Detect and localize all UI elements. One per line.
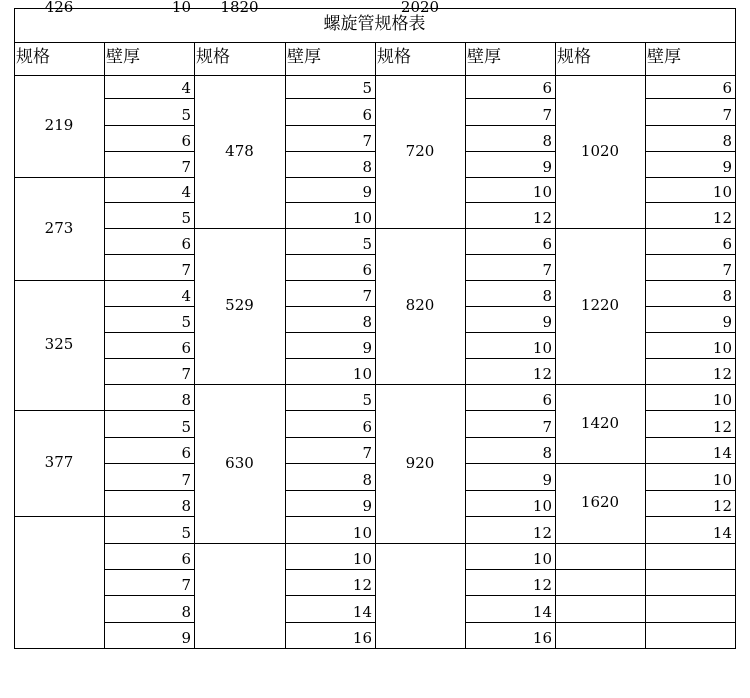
thickness-cell: 8: [722, 132, 732, 150]
thickness-cell-border: [104, 125, 194, 126]
thickness-cell-border: [285, 569, 375, 570]
thickness-cell: 7: [181, 365, 191, 383]
thickness-cell-border: [465, 410, 555, 411]
spec-cell-border: [555, 569, 645, 570]
thickness-cell: 6: [362, 106, 372, 124]
thickness-cell: 7: [181, 471, 191, 489]
thickness-cell: 14: [712, 524, 732, 542]
thickness-cell-border: [285, 384, 375, 385]
thickness-cell-border: [465, 332, 555, 333]
thickness-cell: 10: [352, 209, 372, 227]
thickness-cell: 12: [532, 576, 552, 594]
thickness-cell: 12: [532, 209, 552, 227]
thickness-cell: 9: [542, 313, 552, 331]
thickness-cell: 6: [722, 235, 732, 253]
thickness-cell-border: [285, 648, 375, 649]
spec-cell: 720: [405, 142, 435, 160]
thickness-cell: 7: [542, 418, 552, 436]
thickness-cell: 8: [542, 287, 552, 305]
thickness-cell: 5: [181, 209, 191, 227]
thickness-cell-border: [285, 410, 375, 411]
thickness-cell-border: [104, 384, 194, 385]
thickness-cell: 5: [181, 418, 191, 436]
spec-cell: 1020: [580, 142, 620, 160]
spec-cell-border: [555, 463, 645, 464]
spec-cell: 920: [405, 454, 435, 472]
thickness-cell-border: [285, 177, 375, 178]
spec-cell-border: [555, 622, 645, 623]
column-divider: [555, 42, 556, 649]
spec-cell-border: [194, 384, 285, 385]
table-border-right: [735, 8, 736, 649]
thickness-cell-border: [465, 437, 555, 438]
thickness-cell: 12: [352, 576, 372, 594]
spec-cell: 273: [44, 219, 74, 237]
thickness-cell-border: [104, 463, 194, 464]
thickness-cell-border: [645, 648, 735, 649]
thickness-cell: 14: [352, 603, 372, 621]
thickness-cell: 14: [712, 444, 732, 462]
thickness-cell-border: [104, 202, 194, 203]
spec-cell: 1620: [580, 493, 620, 511]
thickness-cell: 8: [542, 132, 552, 150]
thickness-cell-border: [645, 358, 735, 359]
thickness-cell-border: [285, 202, 375, 203]
thickness-cell: 8: [181, 497, 191, 515]
thickness-cell: 6: [181, 235, 191, 253]
thickness-cell-border: [645, 280, 735, 281]
thickness-cell-border: [645, 463, 735, 464]
thickness-cell-border: [285, 151, 375, 152]
thickness-cell: 10: [532, 339, 552, 357]
thickness-cell-border: [104, 516, 194, 517]
thickness-cell: 7: [722, 106, 732, 124]
thickness-cell: 8: [181, 391, 191, 409]
spec-cell-border: [555, 595, 645, 596]
thickness-cell-border: [285, 516, 375, 517]
table-border-left: [14, 8, 15, 649]
thickness-cell: 10: [712, 183, 732, 201]
thickness-cell-border: [645, 151, 735, 152]
thickness-cell: 9: [722, 313, 732, 331]
thickness-cell: 7: [542, 106, 552, 124]
thickness-cell-border: [645, 228, 735, 229]
thickness-cell-border: [285, 254, 375, 255]
thickness-cell: 12: [532, 365, 552, 383]
thickness-cell: 9: [542, 158, 552, 176]
thickness-cell-border: [104, 595, 194, 596]
spec-cell-border: [14, 516, 104, 517]
thickness-cell-border: [285, 228, 375, 229]
thickness-cell: 9: [542, 471, 552, 489]
thickness-cell-border: [465, 543, 555, 544]
thickness-cell: 8: [722, 287, 732, 305]
thickness-cell: 9: [722, 158, 732, 176]
thickness-cell: 12: [712, 497, 732, 515]
thickness-cell-border: [104, 332, 194, 333]
thickness-cell: 5: [181, 106, 191, 124]
thickness-cell: 9: [362, 497, 372, 515]
table-title: 螺旋管规格表: [323, 14, 426, 34]
thickness-cell-border: [465, 595, 555, 596]
header-spec-1: 规格: [16, 47, 50, 67]
thickness-cell: 16: [532, 629, 552, 647]
thickness-cell: 8: [362, 313, 372, 331]
thickness-cell-border: [104, 490, 194, 491]
spec-cell-border: [14, 410, 104, 411]
thickness-cell-border: [645, 516, 735, 517]
thickness-cell: 7: [362, 132, 372, 150]
thickness-cell-border: [645, 437, 735, 438]
thickness-cell: 6: [722, 79, 732, 97]
thickness-cell: 6: [181, 132, 191, 150]
header-thickness-4: 壁厚: [647, 47, 681, 67]
thickness-cell-border: [285, 490, 375, 491]
thickness-cell-border: [465, 254, 555, 255]
thickness-cell-border: [285, 622, 375, 623]
thickness-cell-border: [104, 543, 194, 544]
spec-cell: 2020: [400, 0, 440, 16]
thickness-cell: 7: [722, 261, 732, 279]
spec-cell: 630: [225, 454, 254, 472]
spec-cell-border: [194, 543, 285, 544]
column-divider: [375, 42, 376, 649]
thickness-cell: 10: [532, 497, 552, 515]
thickness-cell-border: [104, 280, 194, 281]
thickness-cell: 10: [352, 550, 372, 568]
thickness-cell-border: [285, 543, 375, 544]
thickness-cell: 10: [171, 0, 191, 16]
thickness-cell-border: [465, 490, 555, 491]
thickness-cell-border: [645, 202, 735, 203]
spec-cell: 325: [44, 335, 74, 353]
thickness-cell: 6: [542, 235, 552, 253]
thickness-cell-border: [645, 332, 735, 333]
column-divider: [194, 42, 195, 649]
thickness-cell: 5: [181, 313, 191, 331]
thickness-cell-border: [285, 125, 375, 126]
spec-cell: 219: [44, 116, 74, 134]
spec-cell: 820: [405, 296, 435, 314]
thickness-cell-border: [104, 622, 194, 623]
thickness-cell: 12: [532, 524, 552, 542]
thickness-cell-border: [104, 437, 194, 438]
thickness-cell: 16: [352, 629, 372, 647]
thickness-cell-border: [645, 125, 735, 126]
thickness-cell: 7: [181, 261, 191, 279]
thickness-cell-border: [645, 254, 735, 255]
spec-cell: 426: [44, 0, 74, 16]
thickness-cell: 6: [542, 391, 552, 409]
thickness-cell-border: [465, 384, 555, 385]
thickness-cell: 10: [712, 391, 732, 409]
thickness-cell: 6: [362, 261, 372, 279]
header-thickness-1: 壁厚: [106, 47, 140, 67]
thickness-cell-border: [285, 280, 375, 281]
thickness-cell: 9: [362, 183, 372, 201]
thickness-cell-border: [645, 569, 735, 570]
thickness-cell-border: [465, 228, 555, 229]
thickness-cell: 12: [712, 209, 732, 227]
thickness-cell-border: [285, 463, 375, 464]
thickness-cell: 4: [181, 287, 191, 305]
thickness-cell: 8: [181, 603, 191, 621]
thickness-cell-border: [645, 306, 735, 307]
thickness-cell: 10: [352, 524, 372, 542]
thickness-cell: 10: [712, 471, 732, 489]
thickness-cell-border: [465, 569, 555, 570]
thickness-cell-border: [285, 358, 375, 359]
thickness-cell-border: [104, 98, 194, 99]
spec-cell-border: [14, 177, 104, 178]
thickness-cell: 9: [362, 339, 372, 357]
spec-cell: 1820: [220, 0, 259, 16]
thickness-cell: 12: [712, 365, 732, 383]
header-spec-4: 规格: [557, 47, 591, 67]
thickness-cell-border: [465, 648, 555, 649]
spec-cell-border: [555, 228, 645, 229]
header-spec-2: 规格: [196, 47, 230, 67]
thickness-cell-border: [645, 490, 735, 491]
spec-cell: 529: [225, 296, 254, 314]
thickness-cell-border: [104, 410, 194, 411]
thickness-cell: 7: [542, 261, 552, 279]
thickness-cell-border: [465, 280, 555, 281]
thickness-cell-border: [465, 463, 555, 464]
thickness-cell: 9: [181, 629, 191, 647]
thickness-cell: 10: [532, 183, 552, 201]
thickness-cell: 10: [532, 550, 552, 568]
thickness-cell-border: [465, 98, 555, 99]
thickness-cell-border: [104, 228, 194, 229]
thickness-cell-border: [645, 177, 735, 178]
thickness-cell-border: [285, 332, 375, 333]
spec-cell: 1420: [580, 414, 620, 432]
thickness-cell: 8: [362, 158, 372, 176]
thickness-cell: 7: [362, 287, 372, 305]
spec-cell-border: [375, 543, 465, 544]
thickness-cell: 6: [542, 79, 552, 97]
thickness-cell-border: [465, 151, 555, 152]
spec-cell: 1220: [580, 296, 620, 314]
thickness-cell: 5: [362, 235, 372, 253]
spec-cell-border: [375, 228, 465, 229]
thickness-cell: 10: [352, 365, 372, 383]
thickness-cell: 14: [532, 603, 552, 621]
spec-cell: 478: [225, 142, 254, 160]
thickness-cell-border: [104, 358, 194, 359]
thickness-cell-border: [645, 410, 735, 411]
spec-cell-border: [375, 384, 465, 385]
thickness-cell: 7: [181, 158, 191, 176]
thickness-cell: 5: [362, 79, 372, 97]
thickness-cell-border: [465, 202, 555, 203]
thickness-cell: 10: [712, 339, 732, 357]
thickness-cell-border: [465, 306, 555, 307]
thickness-cell-border: [645, 98, 735, 99]
thickness-cell-border: [104, 648, 194, 649]
thickness-cell-border: [104, 306, 194, 307]
thickness-cell-border: [285, 306, 375, 307]
thickness-cell: 6: [181, 550, 191, 568]
thickness-cell: 5: [362, 391, 372, 409]
spec-cell: 377: [44, 453, 74, 471]
thickness-cell: 5: [181, 524, 191, 542]
thickness-cell: 8: [542, 444, 552, 462]
thickness-cell-border: [645, 384, 735, 385]
header-thickness-2: 壁厚: [287, 47, 321, 67]
spec-cell-border: [14, 280, 104, 281]
thickness-cell: 6: [362, 418, 372, 436]
thickness-cell-border: [465, 358, 555, 359]
thickness-cell: 6: [181, 339, 191, 357]
thickness-cell: 8: [362, 471, 372, 489]
thickness-cell-border: [285, 437, 375, 438]
thickness-cell: 4: [181, 79, 191, 97]
thickness-cell-border: [104, 569, 194, 570]
spec-cell-border: [555, 384, 645, 385]
spec-cell-border: [555, 543, 645, 544]
thickness-cell-border: [645, 595, 735, 596]
thickness-cell-border: [285, 98, 375, 99]
thickness-cell-border: [465, 622, 555, 623]
thickness-cell: 4: [181, 183, 191, 201]
thickness-cell-border: [104, 254, 194, 255]
thickness-cell-border: [465, 125, 555, 126]
thickness-cell-border: [645, 543, 735, 544]
thickness-cell-border: [104, 177, 194, 178]
thickness-cell: 7: [362, 444, 372, 462]
spec-cell-border: [194, 228, 285, 229]
thickness-cell-border: [465, 516, 555, 517]
thickness-cell-border: [645, 622, 735, 623]
thickness-cell-border: [104, 151, 194, 152]
header-thickness-3: 壁厚: [467, 47, 501, 67]
thickness-cell-border: [285, 595, 375, 596]
thickness-cell-border: [465, 177, 555, 178]
thickness-cell: 12: [712, 418, 732, 436]
header-spec-3: 规格: [377, 47, 411, 67]
thickness-cell: 6: [181, 444, 191, 462]
thickness-cell: 7: [181, 576, 191, 594]
spec-cell-border: [555, 648, 645, 649]
